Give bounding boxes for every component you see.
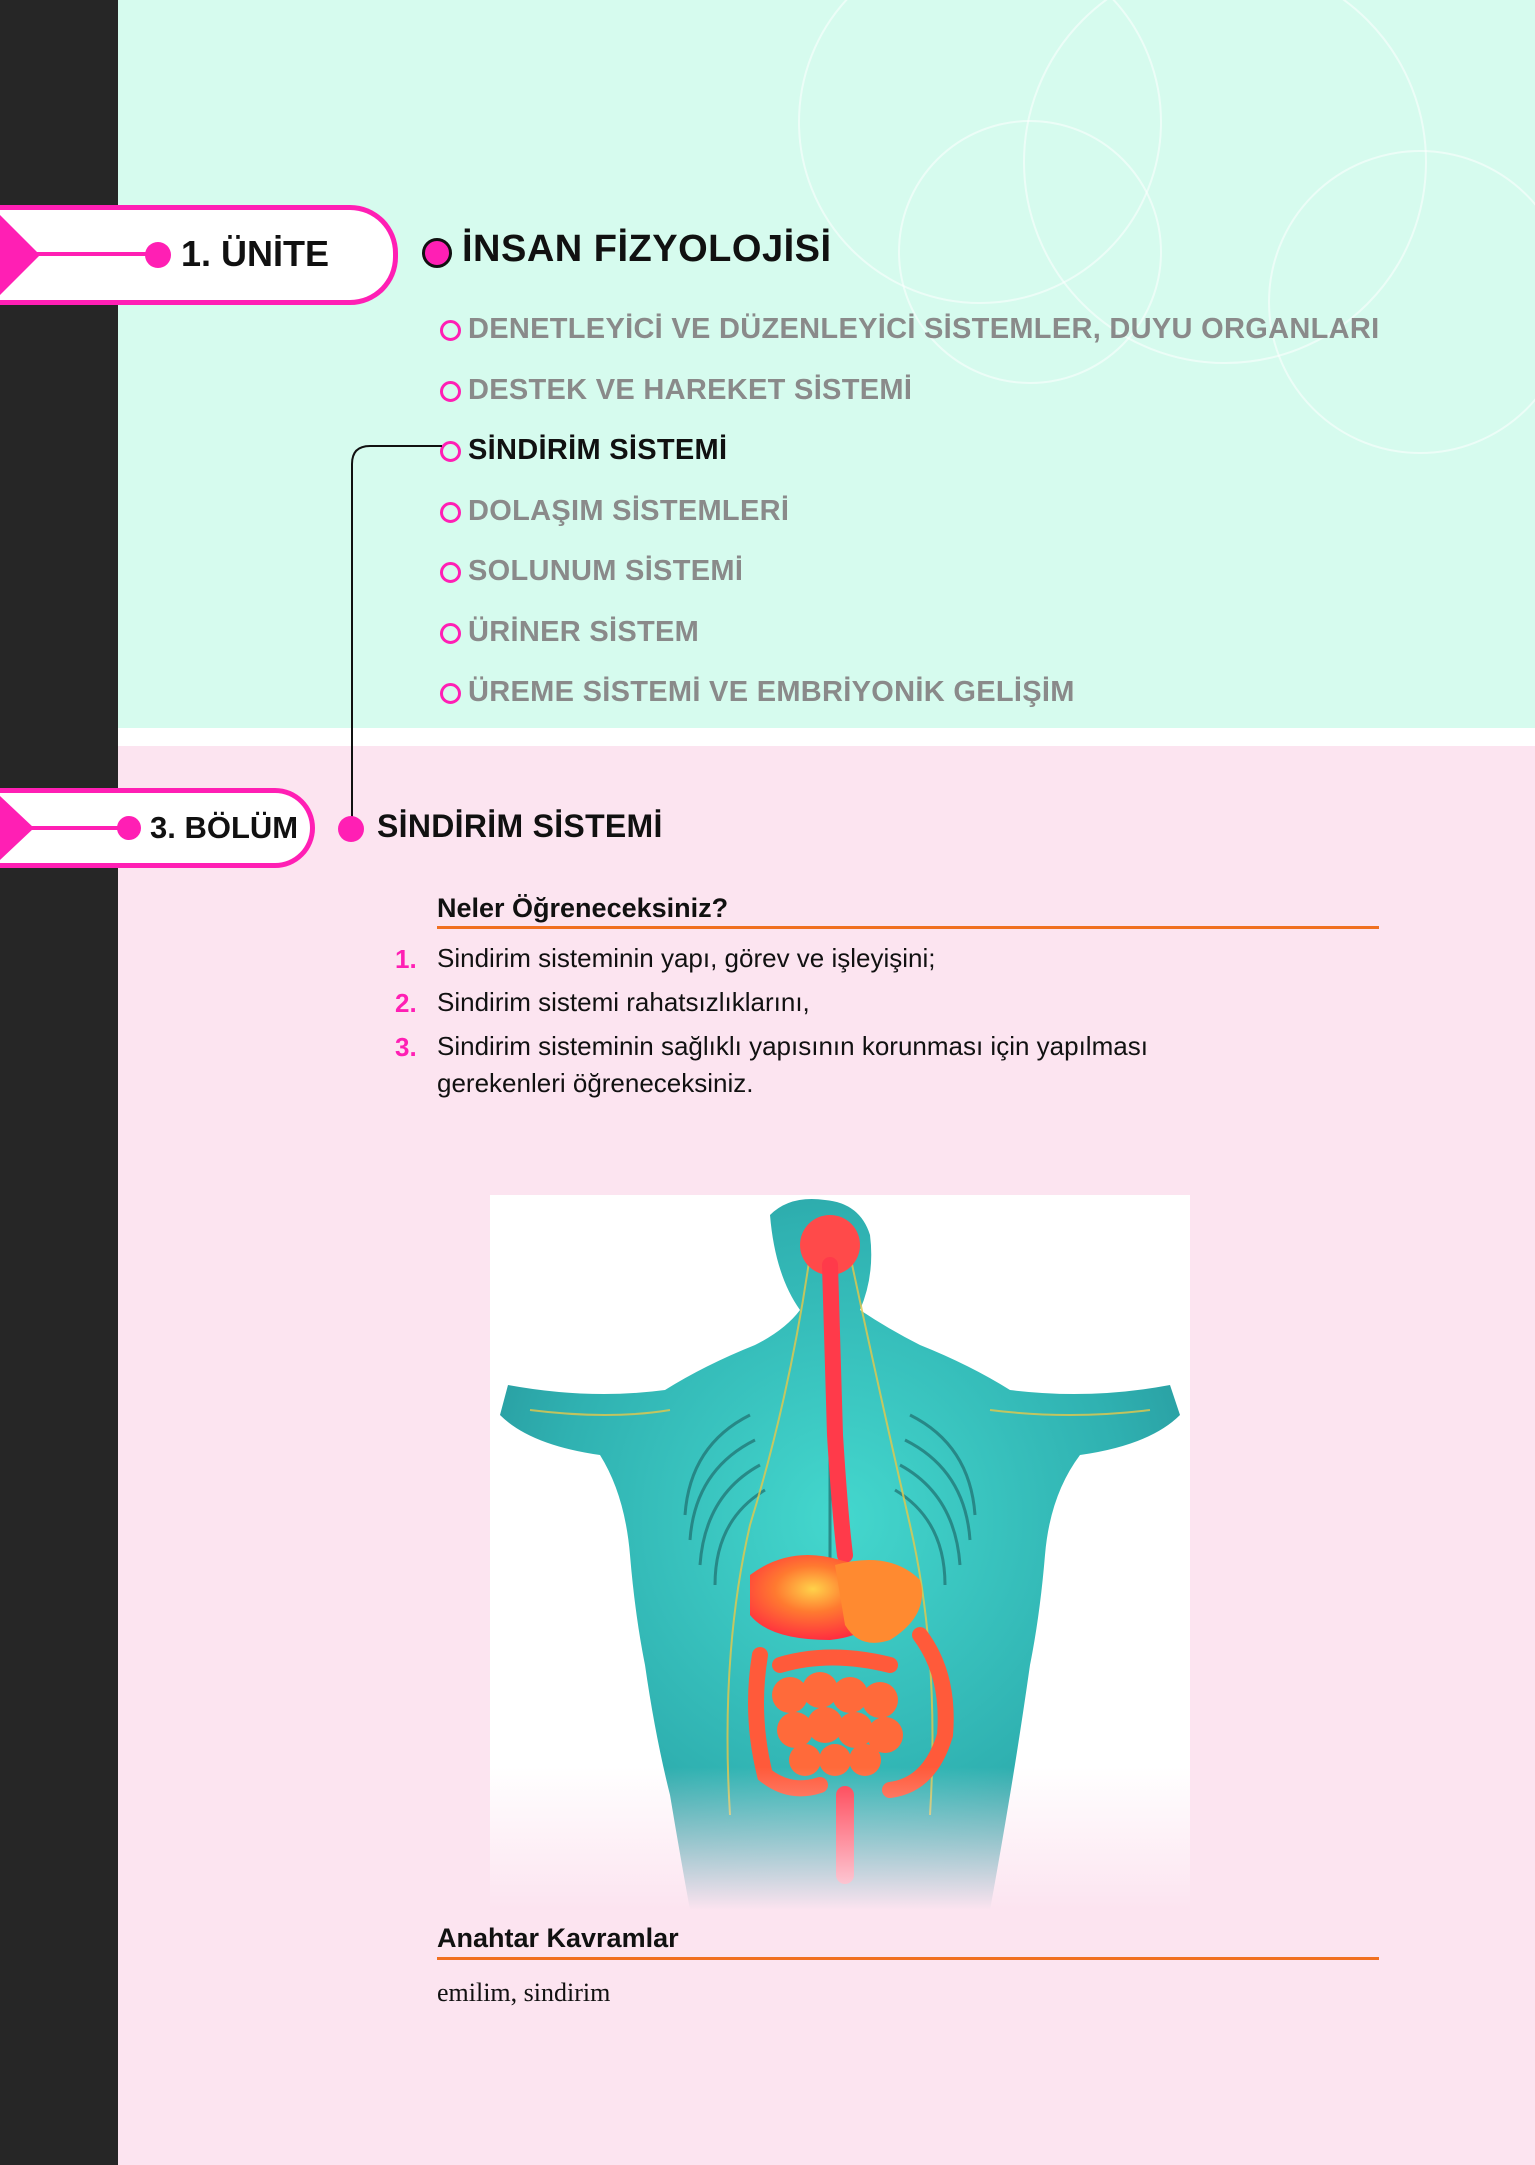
topic-item: SİNDİRİM SİSTEMİ [468,434,728,466]
learn-heading-rule [437,926,1379,929]
objective-text: Sindirim sisteminin yapı, görev ve işleyişini; [437,943,936,973]
band-separator [118,728,1535,746]
topic-bullet-icon [440,320,461,341]
objective-text: Sindirim sistemi rahatsızlıklarını, [437,987,810,1017]
left-sidebar-bar [0,0,118,2165]
section-badge-line [26,826,126,830]
connector-line [340,440,450,830]
learn-heading: Neler Öğreneceksiniz? [437,893,729,923]
section-badge-dot [117,816,141,840]
section-badge-label: 3. BÖLÜM [150,810,299,845]
digestive-system-illustration [490,1195,1190,1910]
unit-title-bullet-icon [422,238,452,268]
objective-number: 1. [395,944,417,974]
topic-item: ÜRİNER SİSTEM [468,616,700,648]
topic-item: DESTEK VE HAREKET SİSTEMİ [468,374,913,406]
keywords-text: emilim, sindirim [437,1978,611,2007]
unit-badge-line [30,252,150,256]
keywords-heading-rule [437,1957,1379,1960]
keywords-heading: Anahtar Kavramlar [437,1923,679,1953]
objective-number: 3. [395,1032,417,1062]
objective-number: 2. [395,988,417,1018]
unit-title: İNSAN FİZYOLOJİSİ [462,228,832,270]
unit-badge-label: 1. ÜNİTE [181,233,330,274]
unit-badge-dot [145,242,171,268]
topic-item: SOLUNUM SİSTEMİ [468,555,744,587]
objective-text: Sindirim sisteminin sağlıklı yapısının korunması için yapılması gerekenleri öğreneceksiniz. [437,1031,1148,1098]
topic-item: ÜREME SİSTEMİ VE EMBRİYONİK GELİŞİM [468,676,1075,708]
section-title: SİNDİRİM SİSTEMİ [377,808,663,844]
section-title-dot [338,816,364,842]
topic-bullet-icon [440,381,461,402]
topic-item: DENETLEYİCİ VE DÜZENLEYİCİ SİSTEMLER, DUYU ORGANLARI [468,313,1380,345]
topic-item: DOLAŞIM SİSTEMLERİ [468,495,790,527]
unit-header-band [118,0,1535,728]
